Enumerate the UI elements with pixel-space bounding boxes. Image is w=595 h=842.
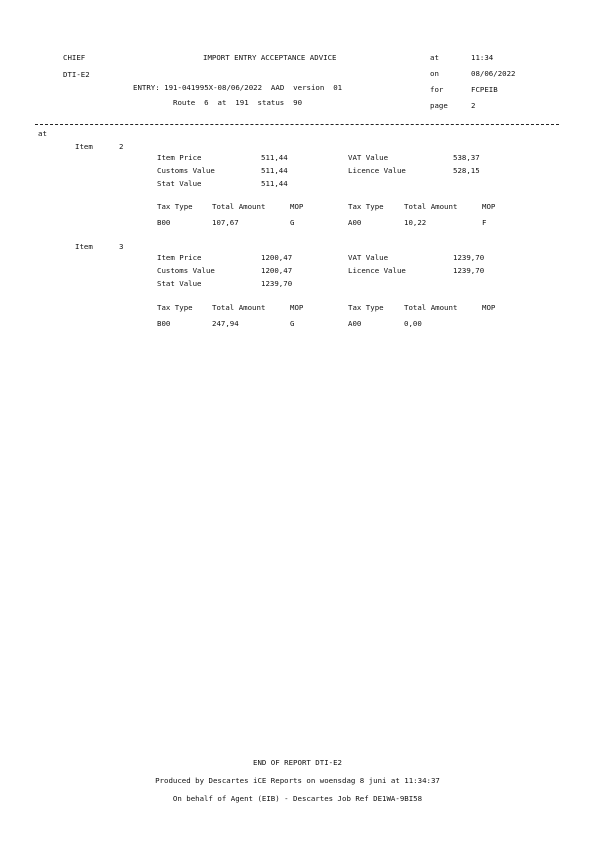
total-amount-header: Total Amount bbox=[212, 202, 266, 211]
tax-type-header: Tax Type bbox=[157, 303, 193, 312]
tax-amount-value: 107,67 bbox=[212, 218, 239, 227]
at-marker: at bbox=[38, 129, 47, 138]
tax-amount-value: 247,94 bbox=[212, 319, 239, 328]
tax-mop-value: G bbox=[290, 218, 295, 227]
tax-type-value: B00 bbox=[157, 218, 171, 227]
produced-by-line: Produced by Descartes iCE Reports on woensdag 8 juni at 11:34:37 bbox=[155, 776, 440, 785]
tax-amount-value: 10,22 bbox=[404, 218, 427, 227]
mop-header: MOP bbox=[482, 303, 496, 312]
tax-type-value: B00 bbox=[157, 319, 171, 328]
end-of-report: END OF REPORT DTI-E2 bbox=[253, 758, 342, 767]
customs-value-label: Customs Value bbox=[157, 166, 215, 175]
page-number: 2 bbox=[471, 101, 476, 110]
on-behalf-line: On behalf of Agent (EIB) - Descartes Job Ref DE1WA-9BI58 bbox=[172, 794, 423, 803]
stat-value-label: Stat Value bbox=[157, 279, 202, 288]
at-value: 11:34 bbox=[471, 53, 494, 62]
route-line: Route 6 at 191 status 90 bbox=[173, 98, 303, 107]
vat-value: 538,37 bbox=[453, 153, 480, 162]
vat-value-label: VAT Value bbox=[348, 153, 389, 162]
item-price-value: 1200,47 bbox=[261, 253, 293, 262]
licence-value: 1239,70 bbox=[453, 266, 485, 275]
system-name: CHIEF bbox=[63, 53, 86, 62]
item-label: Item bbox=[75, 142, 93, 151]
customs-value: 1200,47 bbox=[261, 266, 293, 275]
stat-value-label: Stat Value bbox=[157, 179, 202, 188]
item-price-label: Item Price bbox=[157, 253, 202, 262]
vat-value: 1239,70 bbox=[453, 253, 485, 262]
tax-type-header: Tax Type bbox=[348, 303, 384, 312]
licence-value: 528,15 bbox=[453, 166, 480, 175]
at-label: at bbox=[430, 53, 439, 62]
item-label: Item bbox=[75, 242, 93, 251]
vat-value-label: VAT Value bbox=[348, 253, 389, 262]
item-price-value: 511,44 bbox=[261, 153, 288, 162]
entry-line: ENTRY: 191-041995X-08/06/2022 AAD version 01 bbox=[133, 83, 343, 92]
tax-mop-value: F bbox=[482, 218, 487, 227]
on-value: 08/06/2022 bbox=[471, 69, 516, 78]
item-price-label: Item Price bbox=[157, 153, 202, 162]
for-value: FCPEIB bbox=[471, 85, 498, 94]
for-label: for bbox=[430, 85, 444, 94]
report-id: DTI-E2 bbox=[63, 70, 90, 79]
total-amount-header: Total Amount bbox=[404, 202, 458, 211]
item-number: 2 bbox=[119, 142, 124, 151]
report-title: IMPORT ENTRY ACCEPTANCE ADVICE bbox=[203, 53, 337, 62]
total-amount-header: Total Amount bbox=[212, 303, 266, 312]
tax-type-header: Tax Type bbox=[348, 202, 384, 211]
licence-value-label: Licence Value bbox=[348, 166, 406, 175]
stat-value: 1239,70 bbox=[261, 279, 293, 288]
on-label: on bbox=[430, 69, 439, 78]
mop-header: MOP bbox=[290, 303, 304, 312]
tax-mop-value: G bbox=[290, 319, 295, 328]
licence-value-label: Licence Value bbox=[348, 266, 406, 275]
tax-type-header: Tax Type bbox=[157, 202, 193, 211]
stat-value: 511,44 bbox=[261, 179, 288, 188]
dashed-separator bbox=[35, 124, 559, 125]
mop-header: MOP bbox=[482, 202, 496, 211]
customs-value-label: Customs Value bbox=[157, 266, 215, 275]
customs-value: 511,44 bbox=[261, 166, 288, 175]
tax-type-value: A00 bbox=[348, 218, 362, 227]
tax-amount-value: 0,00 bbox=[404, 319, 422, 328]
total-amount-header: Total Amount bbox=[404, 303, 458, 312]
page-label: page bbox=[430, 101, 448, 110]
mop-header: MOP bbox=[290, 202, 304, 211]
tax-type-value: A00 bbox=[348, 319, 362, 328]
item-number: 3 bbox=[119, 242, 124, 251]
